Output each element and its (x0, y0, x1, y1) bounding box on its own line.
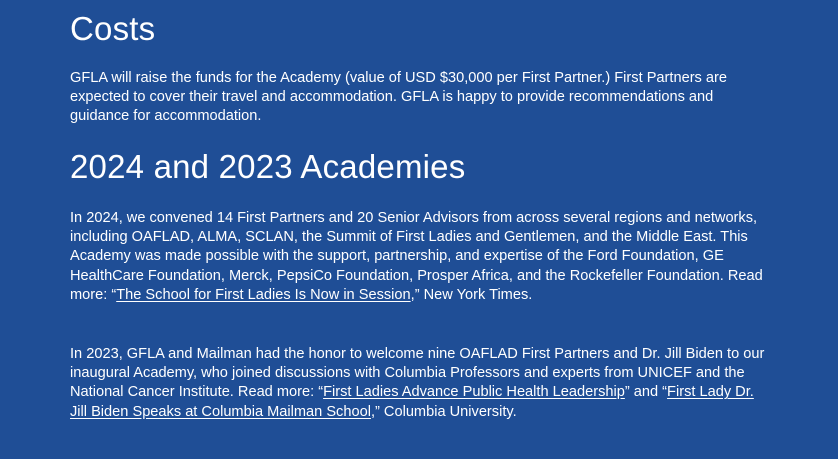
academies-heading: 2024 and 2023 Academies (70, 148, 466, 185)
academy-2023-text: In 2023, GFLA and Mailman had the honor to welcome nine OAFLAD First Partners and Dr. Jill Biden to our inaugural Academy, who joined discussions with Columbia Professors and experts from UNICEF and the National Cancer Institute. Read more: “ (70, 346, 765, 401)
academy-2024-source: ,” New York Times. (410, 286, 533, 303)
costs-heading: Costs (70, 10, 156, 47)
academy-2023-connector: ” and “ (624, 384, 668, 401)
public-health-leadership-link[interactable]: First Ladies Advance Public Health Leadership (323, 384, 625, 401)
academy-2023-paragraph (70, 345, 770, 422)
academy-2024-text: In 2024, we convened 14 First Partners and 20 Senior Advisors from across several regions and networks, including OAFLAD, ALMA, SCLAN, the Summit of First Ladies and Gentlemen, and the Middle East. This Academy was made possible with the support, partnership, and expertise of the Ford Foundation, GE HealthCare Foundation, Merck, PepsiCo Foundation, Prosper Africa, and the Rockefeller Foundation. Read more: “ (70, 210, 763, 303)
academy-2024-paragraph (70, 209, 770, 305)
nyt-article-link[interactable]: The School for First Ladies Is Now in Session (116, 286, 411, 303)
jill-biden-speech-link[interactable]: First Lady Dr. Jill Biden Speaks at Columbia Mailman School (70, 384, 754, 420)
costs-paragraph: GFLA will raise the funds for the Academy (value of USD $30,000 per First Partner.) First Partners are expected to cover their travel and accommodation. GFLA is happy to provide recommendations and guidance for accommodation. (70, 70, 727, 125)
academy-2023-source: ,” Columbia University. (370, 403, 517, 420)
